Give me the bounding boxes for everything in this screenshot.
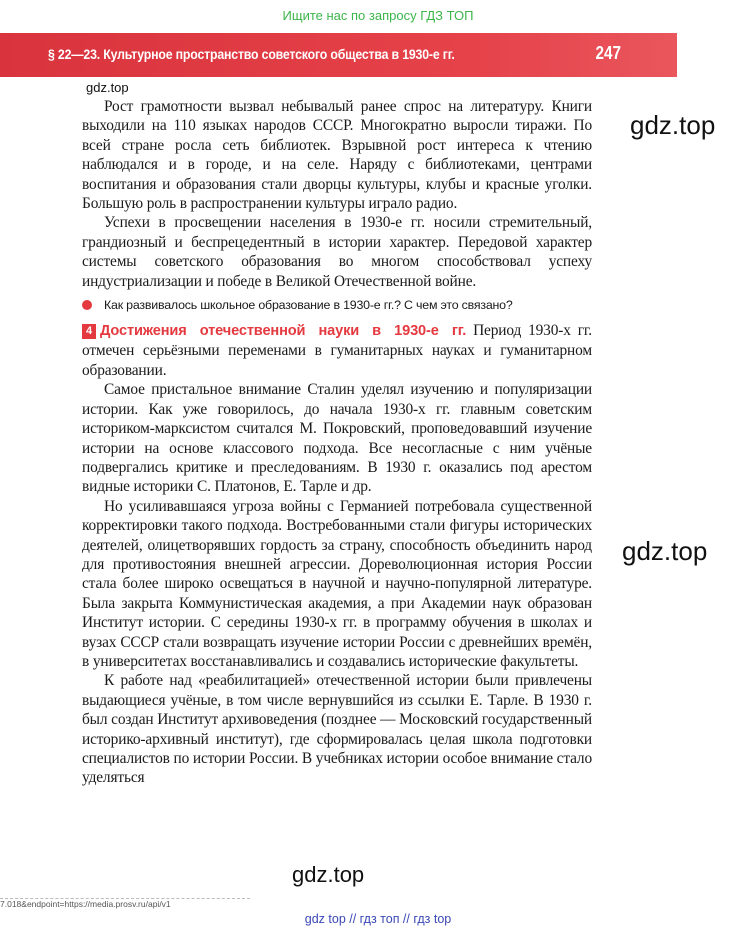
top-banner[interactable]: Ищите нас по запросу ГДЗ ТОП — [282, 8, 474, 23]
section-title: Достижения отечественной науки в 1930-е гг. — [100, 323, 467, 340]
paragraph: Рост грамотности вызвал небывалый ранее спрос на литературу. Книги выходили на 110 языках народов СССР. Многократно выросли тиражи. По всей стране росла сеть библиотек. Взрывной рост интереса к чтению наблюдался и в городе, и на селе. Наряду с библиотеками, центрами воспитания и образования стали дворцы культуры, клубы и красные уголки. Большую роль в распространении культуры играло радио. — [82, 98, 592, 213]
section-intro — [82, 321, 592, 380]
footer-links[interactable]: gdz top // гдз топ // гдз top — [304, 912, 452, 926]
section-number: 4 — [82, 324, 96, 339]
watermark-large: gdz.top — [630, 110, 716, 140]
question-bullet-icon — [82, 300, 92, 310]
watermark-large: gdz.top — [292, 862, 365, 887]
question-text: Как развивалось школьное образование в 1930-е гг.? С чем это связано? — [104, 298, 513, 313]
section-lead: Период 1930-х гг. отмечен серьёзными переменами в гуманитарных науках и гуманитарном образовании. — [82, 322, 593, 379]
review-question — [82, 297, 592, 313]
paragraph: К работе над «реабилитацией» отечественной истории были привлечены выдающиеся учёные, в том числе вернувшийся из ссылки Е. Тарле. В 1930 г. был создан Институт архивоведения (позднее — Московский государственный историко-архивный институт), где сформировалась целая школа подготовки специалистов по истории России. В учебниках истории особое внимание стало уделяться — [82, 672, 592, 787]
paragraph: Самое пристальное внимание Сталин уделял изучению и популяризации истории. Как уже говорилось, до начала 1930-х гг. главным советским историком-марксистом считался М. Покровский, проповедовавший изучение истории на основе классового подхода. Все несогласные с ним учёные подвергались критике и преследованиям. В 1930 г. оказались под арестом видные историки С. Платонов, Е. Тарле и др. — [82, 381, 592, 496]
watermark-small: gdz.top — [86, 80, 129, 95]
page-number: 247 — [595, 43, 621, 63]
page-header — [0, 33, 677, 77]
paragraph: Успехи в просвещении населения в 1930-е гг. носили стремительный, грандиозный и беспрецедентный в истории характер. Передовой характер системы советского образования во многом способствовал успеху индустриализации и победе в Великой Отечественной войне. — [82, 214, 592, 290]
watermark-large: gdz.top — [622, 536, 708, 566]
paragraph: Но усиливавшаяся угроза войны с Германией потребовала существенной корректировки такого подхода. Востребованными стали фигуры исторических деятелей, олицетворявших гордость за страну, способность объединить народ для противостояния внешней агрессии. Дореволюционная история России стала более широко освещаться в научной и научно-популярной литературе. Была закрыта Коммунистическая академия, а при Академии наук образован Институт истории. С середины 1930-х гг. в программу обучения в школах и вузах СССР стали возвращать изучение истории России с древнейших времён, в университетах восстанавливались и создавались исторические факультеты. — [82, 497, 592, 670]
main-text — [82, 97, 592, 788]
chapter-title: § 22—23. Культурное пространство советского общества в 1930-е гг. — [48, 46, 455, 62]
source-url: 7.018&endpoint=https://media.prosv.ru/api/v1 — [0, 898, 250, 911]
